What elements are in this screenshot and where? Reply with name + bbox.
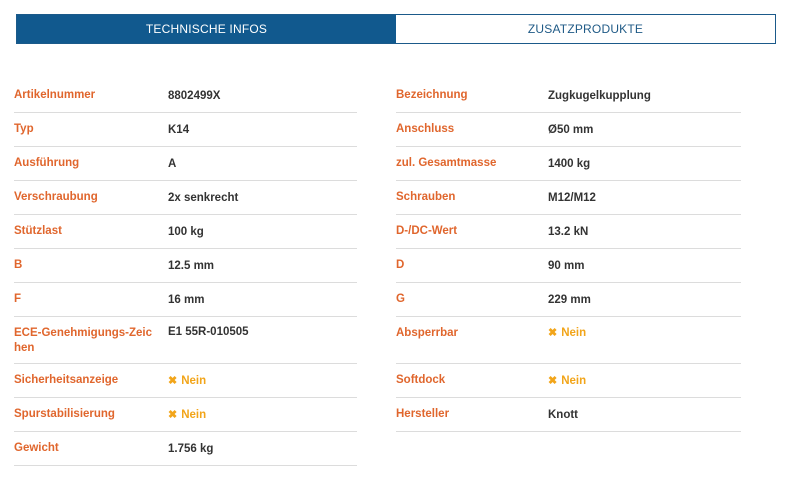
spec-label: F <box>14 293 22 305</box>
x-mark-icon: ✖ <box>548 375 558 387</box>
tab-zusatzprodukte[interactable]: ZUSATZPRODUKTE <box>396 15 775 43</box>
spec-row-absperrbar <box>396 317 741 364</box>
tab-technische-infos[interactable]: TECHNISCHE INFOS <box>17 15 396 43</box>
spec-value-text: Nein <box>181 375 207 387</box>
spec-value: 2x senkrecht <box>168 191 239 204</box>
spec-value-no <box>168 408 206 421</box>
spec-row-hersteller <box>396 398 741 432</box>
spec-value-text: Nein <box>181 409 207 421</box>
spec-label: Verschraubung <box>14 191 98 203</box>
spec-value: A <box>168 157 177 170</box>
spec-value: 1.756 kg <box>168 442 214 455</box>
x-mark-icon: ✖ <box>168 409 178 421</box>
spec-table-right <box>396 79 741 432</box>
spec-row-bezeichnung <box>396 79 741 113</box>
spec-label: B <box>14 259 23 271</box>
x-mark-icon: ✖ <box>168 375 178 387</box>
spec-row-artikelnummer <box>14 79 357 113</box>
spec-label: Schrauben <box>396 191 456 203</box>
spec-row-d <box>396 249 741 283</box>
spec-value: 16 mm <box>168 293 205 306</box>
spec-value: 8802499X <box>168 89 221 102</box>
spec-label: Artikelnummer <box>14 89 96 101</box>
spec-value: M12/M12 <box>548 191 596 204</box>
spec-label: D <box>396 259 405 271</box>
spec-row-f <box>14 283 357 317</box>
spec-value: 12.5 mm <box>168 259 215 272</box>
spec-label: D-/DC-Wert <box>396 225 458 237</box>
spec-row-gesamtmasse <box>396 147 741 181</box>
spec-row-dc-wert <box>396 215 741 249</box>
spec-value-no <box>168 374 206 387</box>
x-mark-icon: ✖ <box>548 327 558 339</box>
spec-row-b <box>14 249 357 283</box>
spec-row-softdock <box>396 364 741 398</box>
spec-value: Ø50 mm <box>548 123 594 136</box>
spec-value-text: Nein <box>561 327 587 339</box>
spec-row-anschluss <box>396 113 741 147</box>
spec-label: Anschluss <box>396 123 455 135</box>
spec-label: zul. Gesamtmasse <box>396 157 497 169</box>
spec-label: Sicherheitsanzeige <box>14 374 119 386</box>
spec-row-g <box>396 283 741 317</box>
spec-label: Ausführung <box>14 157 80 169</box>
spec-label: Spurstabilisierung <box>14 408 115 420</box>
spec-value-text: Nein <box>561 375 587 387</box>
spec-value: K14 <box>168 123 190 136</box>
spec-label: Hersteller <box>396 408 450 420</box>
spec-label: Softdock <box>396 374 446 386</box>
spec-label: Typ <box>14 123 34 135</box>
spec-row-typ <box>14 113 357 147</box>
spec-value: Knott <box>548 408 579 421</box>
spec-label: ECE-Genehmigungs-Zeichen <box>14 327 153 354</box>
spec-value: 229 mm <box>548 293 591 306</box>
spec-row-spurstabilisierung <box>14 398 357 432</box>
spec-label: Absperrbar <box>396 327 458 339</box>
spec-label: Gewicht <box>14 442 59 454</box>
spec-row-ece <box>14 317 357 364</box>
spec-row-schrauben <box>396 181 741 215</box>
spec-value: Zugkugelkupplung <box>548 89 651 102</box>
spec-label: Bezeichnung <box>396 89 468 101</box>
spec-value: 1400 kg <box>548 157 591 170</box>
spec-value-no <box>548 326 586 339</box>
spec-value: 100 kg <box>168 225 204 238</box>
spec-value: 90 mm <box>548 259 585 272</box>
spec-row-stuetzlast <box>14 215 357 249</box>
spec-value-no <box>548 374 586 387</box>
spec-table-left <box>14 79 357 466</box>
spec-row-verschraubung <box>14 181 357 215</box>
spec-row-sicherheitsanzeige <box>14 364 357 398</box>
spec-value: E1 55R-010505 <box>168 326 249 338</box>
spec-row-gewicht <box>14 432 357 466</box>
tab-bar <box>16 14 776 44</box>
spec-row-ausfuehrung <box>14 147 357 181</box>
spec-value: 13.2 kN <box>548 225 589 238</box>
spec-label: G <box>396 293 405 305</box>
spec-label: Stützlast <box>14 225 62 237</box>
